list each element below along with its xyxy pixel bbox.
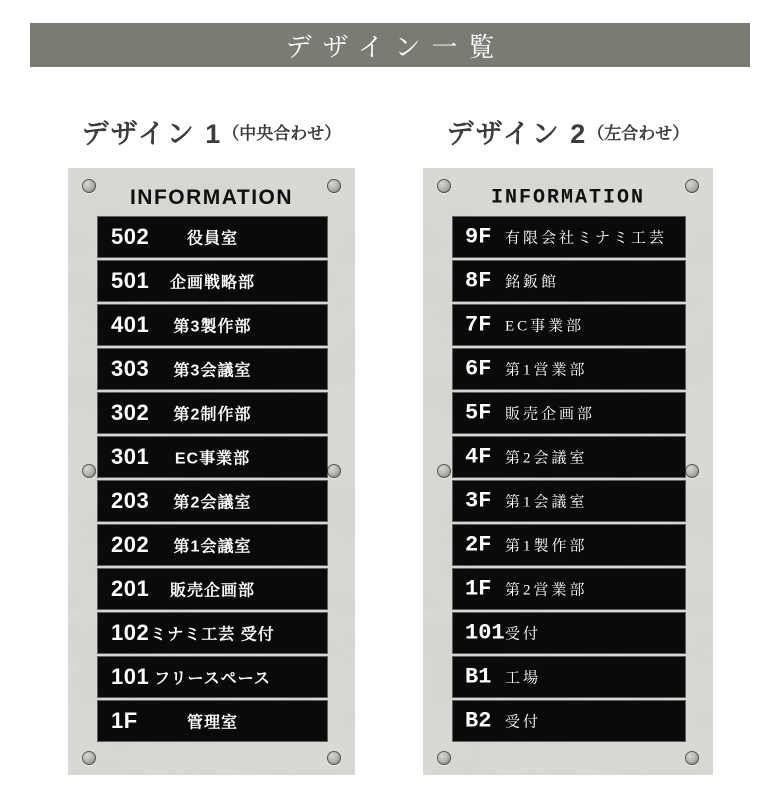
room-name: 第2制作部 (173, 406, 252, 424)
screw-icon (327, 464, 341, 478)
room-name: 第2営業部 (505, 582, 588, 599)
room-number: B2 (465, 708, 492, 734)
room-plate (98, 305, 327, 345)
screw-icon (437, 464, 451, 478)
room-number: 5F (465, 400, 492, 426)
design2-title-note: （左合わせ） (587, 123, 690, 143)
room-name: 第1会議室 (505, 494, 588, 511)
board1-header: INFORMATION (129, 186, 294, 209)
room-plate (453, 261, 685, 301)
room-plate (453, 613, 685, 653)
room-number: 203 (111, 488, 150, 513)
design2-title (423, 108, 713, 154)
room-number: 9F (465, 224, 492, 250)
room-number: 201 (111, 576, 150, 601)
room-number: 6F (465, 356, 492, 382)
board1-rows (98, 217, 327, 741)
room-name: 銘鈑館 (505, 274, 560, 291)
room-plate (453, 657, 685, 697)
room-name: 販売企画部 (169, 582, 255, 600)
room-name: 第3会議室 (173, 362, 252, 380)
design2-title-main: デザイン 2 (446, 118, 588, 149)
room-plate (453, 349, 685, 389)
room-name: 第1製作部 (505, 538, 588, 555)
room-plate (98, 701, 327, 741)
room-number: 401 (111, 312, 150, 337)
room-name: 企画戦略部 (169, 274, 255, 292)
room-number: 502 (111, 224, 150, 249)
room-name: ミナミ工芸 受付 (150, 626, 275, 644)
room-number: 302 (111, 400, 150, 425)
room-plate (98, 393, 327, 433)
room-name: 有限会社ミナミ工芸 (505, 230, 668, 247)
room-name: 役員室 (186, 230, 238, 248)
room-plate (453, 393, 685, 433)
room-number: 7F (465, 312, 492, 338)
room-number: 101 (465, 620, 505, 646)
screw-icon (82, 751, 96, 765)
room-plate (98, 525, 327, 565)
screw-icon (437, 751, 451, 765)
room-number: 501 (111, 268, 150, 293)
room-name: 工場 (505, 670, 542, 687)
room-plate (453, 701, 685, 741)
room-name: 第3製作部 (173, 318, 252, 336)
room-plate (98, 217, 327, 257)
room-plate (98, 437, 327, 477)
page-title: デザイン一覧 (285, 31, 506, 62)
screw-icon (82, 464, 96, 478)
room-name: 管理室 (186, 714, 238, 732)
board2-header: INFORMATION (490, 186, 646, 210)
screw-icon (685, 751, 699, 765)
room-name: 第2会議室 (505, 450, 588, 467)
room-number: 202 (111, 532, 150, 557)
room-number: 301 (111, 444, 150, 469)
room-number: 303 (111, 356, 150, 381)
sign-board-design1 (68, 168, 355, 775)
room-plate (98, 613, 327, 653)
room-name: 受付 (505, 714, 542, 731)
design1-title-note: （中央合わせ） (222, 123, 342, 143)
page-title-banner (30, 23, 750, 67)
room-plate (453, 481, 685, 521)
room-number: 1F (111, 708, 138, 733)
room-plate (98, 481, 327, 521)
room-number: 101 (111, 664, 150, 689)
design1-title (68, 108, 355, 154)
room-number: 8F (465, 268, 492, 294)
room-number: 4F (465, 444, 492, 470)
room-name: 販売企画部 (505, 406, 596, 423)
room-plate (453, 569, 685, 609)
room-number: 102 (111, 620, 150, 645)
sign-board-design2 (423, 168, 713, 775)
room-plate (98, 657, 327, 697)
room-name: フリースペース (154, 670, 271, 688)
room-plate (453, 217, 685, 257)
screw-icon (327, 751, 341, 765)
room-name: 第1会議室 (173, 538, 252, 556)
room-number: 2F (465, 532, 492, 558)
screw-icon (685, 464, 699, 478)
room-plate (453, 305, 685, 345)
room-plate (98, 261, 327, 301)
room-plate (98, 569, 327, 609)
room-number: B1 (465, 664, 492, 690)
room-number: 1F (465, 576, 492, 602)
room-name: EC事業部 (505, 318, 585, 335)
room-plate (453, 437, 685, 477)
design1-title-main: デザイン 1 (81, 118, 223, 149)
room-name: 受付 (505, 626, 542, 643)
room-number: 3F (465, 488, 492, 514)
room-plate (98, 349, 327, 389)
room-name: EC事業部 (174, 450, 251, 468)
room-plate (453, 525, 685, 565)
board2-rows (453, 217, 685, 741)
room-name: 第1営業部 (505, 362, 588, 379)
room-name: 第2会議室 (173, 494, 252, 512)
